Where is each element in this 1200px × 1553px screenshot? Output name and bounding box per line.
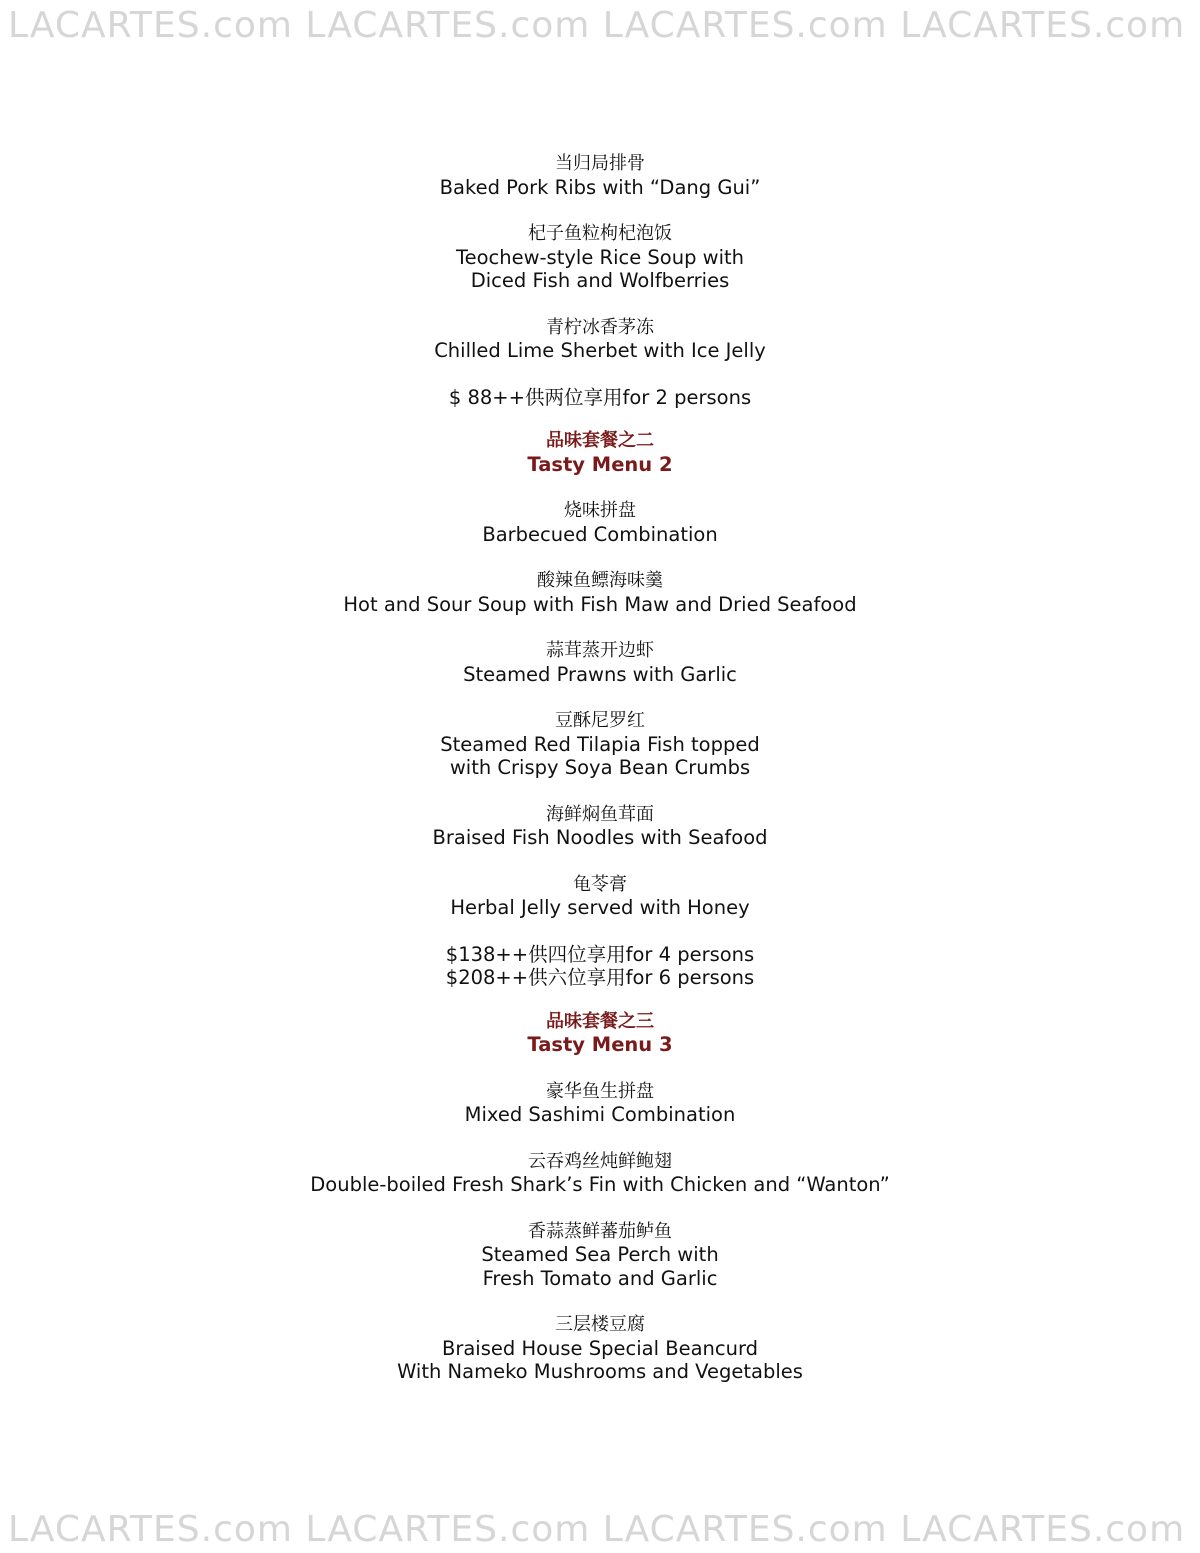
watermark-bottom: LACARTES.com LACARTES.com LACARTES.com LACARTES.com — [8, 1512, 1186, 1548]
section-title-cn: 品味套餐之二 — [546, 430, 654, 451]
dish — [0, 709, 1200, 780]
dish-name-en: Chilled Lime Sherbet with Ice Jelly — [434, 339, 766, 362]
price-line: $ 88++供两位享用for 2 persons — [448, 385, 752, 409]
dish — [0, 569, 1200, 616]
dish-name-en: With Nameko Mushrooms and Vegetables — [397, 1360, 803, 1383]
dish — [0, 316, 1200, 363]
watermark-top: LACARTES.com LACARTES.com LACARTES.com LACARTES.com — [8, 8, 1186, 44]
dish-name-en: Hot and Sour Soup with Fish Maw and Dried Seafood — [343, 592, 857, 616]
dish — [0, 499, 1200, 546]
dish-name-en: Barbecued Combination — [482, 522, 718, 546]
dish-name-cn: 烧味拼盘 — [564, 500, 636, 521]
dish-name-en: Braised House Special Beancurd — [441, 1336, 759, 1360]
dish-name-cn: 杞子鱼粒枸杞泡饭 — [528, 223, 672, 244]
section-heading — [0, 429, 1200, 476]
dish-name-cn: 豆酥尼罗红 — [555, 710, 645, 731]
dish-name-en: with Crispy Soya Bean Crumbs — [449, 756, 751, 779]
dish-name-cn: 青柠冰香茅冻 — [546, 316, 654, 338]
section-title-en: Tasty Menu 2 — [527, 452, 673, 476]
dish-name-en: Steamed Red Tilapia Fish topped — [440, 732, 760, 756]
menu-page — [0, 152, 1200, 1407]
dish — [0, 873, 1200, 920]
dish-name-en: Steamed Sea Perch with — [481, 1243, 719, 1266]
dish — [0, 639, 1200, 686]
section-heading — [0, 1010, 1200, 1057]
dish — [0, 152, 1200, 199]
dish-name-en: Herbal Jelly served with Honey — [450, 896, 750, 919]
price-block — [0, 386, 1200, 410]
dish — [0, 1313, 1200, 1384]
dish — [0, 803, 1200, 850]
dish-name-en: Mixed Sashimi Combination — [464, 1103, 736, 1126]
dish-name-cn: 当归局排骨 — [555, 153, 645, 174]
dish-name-cn: 海鲜焖鱼茸面 — [546, 803, 654, 825]
dish-name-en: Baked Pork Ribs with “Dang Gui” — [439, 175, 761, 199]
dish-name-en: Steamed Prawns with Garlic — [463, 662, 737, 686]
dish — [0, 1080, 1200, 1127]
dish-name-cn: 龟苓膏 — [573, 873, 627, 895]
dish-name-en: Diced Fish and Wolfberries — [470, 269, 730, 292]
dish-name-cn: 三层楼豆腐 — [555, 1314, 645, 1335]
dish-name-cn: 蒜茸蒸开边虾 — [546, 640, 654, 661]
price-line: $208++供六位享用for 6 persons — [445, 966, 755, 989]
dish-name-cn: 云吞鸡丝炖鲜鲍翅 — [528, 1150, 672, 1172]
dish — [0, 1220, 1200, 1291]
dish-name-cn: 酸辣鱼鳔海味羹 — [537, 570, 663, 591]
dish-name-en: Braised Fish Noodles with Seafood — [432, 826, 768, 849]
section-title-cn: 品味套餐之三 — [546, 1010, 654, 1032]
dish-name-en: Double-boiled Fresh Shark’s Fin with Chicken and “Wanton” — [310, 1173, 890, 1196]
dish-name-en: Fresh Tomato and Garlic — [482, 1266, 718, 1290]
dish — [0, 1150, 1200, 1197]
section-title-en: Tasty Menu 3 — [527, 1033, 673, 1056]
dish-name-en: Teochew-style Rice Soup with — [455, 245, 745, 269]
dish-name-cn: 香蒜蒸鲜蕃茄鲈鱼 — [528, 1220, 672, 1242]
price-line: $138++供四位享用for 4 persons — [445, 942, 755, 966]
price-block — [0, 943, 1200, 990]
dish — [0, 222, 1200, 293]
dish-name-cn: 豪华鱼生拼盘 — [546, 1080, 654, 1102]
